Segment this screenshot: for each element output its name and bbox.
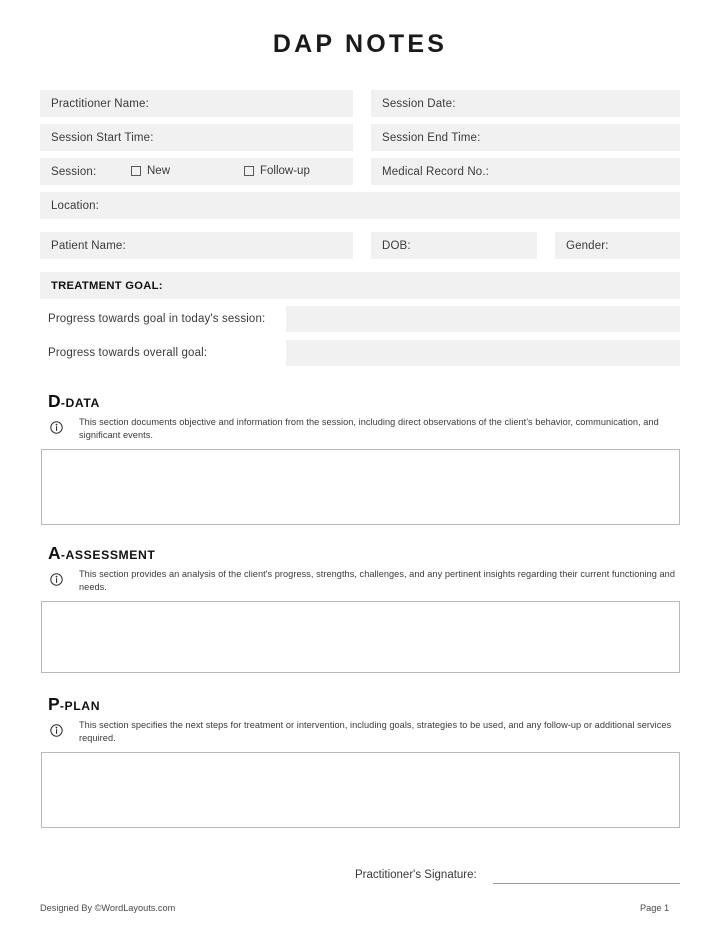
field-treatment-goal[interactable]: [40, 272, 680, 299]
checkbox-icon[interactable]: [244, 166, 254, 176]
section-heading-data: [48, 391, 100, 412]
section-letter-p: P: [48, 694, 60, 714]
section-heading-assessment: [48, 543, 155, 564]
checkbox-label-followup: Follow-up: [260, 165, 310, 177]
label-dob: DOB:: [382, 239, 411, 252]
label-session: Session:: [51, 165, 97, 178]
field-practitioner-name[interactable]: [40, 90, 353, 117]
field-progress-today[interactable]: [286, 306, 680, 332]
field-session-end-time[interactable]: [371, 124, 680, 151]
label-progress-overall: Progress towards overall goal:: [48, 347, 208, 359]
info-icon: [50, 421, 63, 434]
label-session-end-time: Session End Time:: [382, 131, 481, 144]
checkbox-session-followup[interactable]: [244, 165, 310, 177]
section-description-plan: This section specifies the next steps for treatment or intervention, including goals, strategies to be used, and any follow-up or additional services required.: [79, 720, 672, 743]
section-letter-a: A: [48, 543, 61, 563]
section-note-plan: [50, 719, 680, 744]
section-note-assessment: [50, 568, 680, 593]
textarea-data[interactable]: [41, 449, 680, 525]
section-heading-plan: [48, 694, 100, 715]
checkbox-label-new: New: [147, 165, 171, 177]
label-practitioner-name: Practitioner Name:: [51, 97, 149, 110]
section-name-assessment: -ASSESSMENT: [60, 548, 156, 562]
field-medical-record-no[interactable]: [371, 158, 680, 185]
label-gender: Gender:: [566, 239, 609, 252]
checkbox-icon[interactable]: [131, 166, 141, 176]
field-session-date[interactable]: [371, 90, 680, 117]
field-progress-overall[interactable]: [286, 340, 680, 366]
field-patient-name[interactable]: [40, 232, 353, 259]
section-description-data: This section documents objective and information from the session, including direct observations of the client's behavior, communication, and significant events.: [79, 417, 659, 440]
info-icon: [50, 724, 63, 737]
section-name-data: -DATA: [60, 396, 100, 410]
label-treatment-goal: TREATMENT GOAL:: [51, 279, 163, 292]
label-medical-record-no: Medical Record No.:: [382, 165, 490, 178]
label-progress-today: Progress towards goal in today's session:: [48, 313, 266, 325]
info-icon: [50, 573, 63, 586]
textarea-plan[interactable]: [41, 752, 680, 828]
label-patient-name: Patient Name:: [51, 239, 126, 252]
field-session-start-time[interactable]: [40, 124, 353, 151]
textarea-assessment[interactable]: [41, 601, 680, 673]
section-letter-d: D: [48, 391, 61, 411]
checkbox-session-new[interactable]: [131, 165, 170, 177]
section-description-assessment: This section provides an analysis of the client's progress, strengths, challenges, and any pertinent insights regarding their current functioning and needs.: [79, 569, 676, 592]
label-session-date: Session Date:: [382, 97, 456, 110]
section-name-plan: -PLAN: [59, 699, 101, 713]
label-session-start-time: Session Start Time:: [51, 131, 154, 144]
field-gender[interactable]: [555, 232, 680, 259]
page-title: DAP NOTES: [272, 30, 448, 58]
signature-line[interactable]: [493, 883, 680, 884]
field-dob[interactable]: [371, 232, 537, 259]
section-note-data: [50, 416, 680, 441]
field-location[interactable]: [40, 192, 680, 219]
label-practitioner-signature: Practitioner's Signature:: [355, 869, 477, 881]
footer-credit: Designed By ©WordLayouts.com: [40, 903, 176, 913]
footer-page-number: Page 1: [640, 903, 670, 913]
label-location: Location:: [51, 199, 100, 212]
